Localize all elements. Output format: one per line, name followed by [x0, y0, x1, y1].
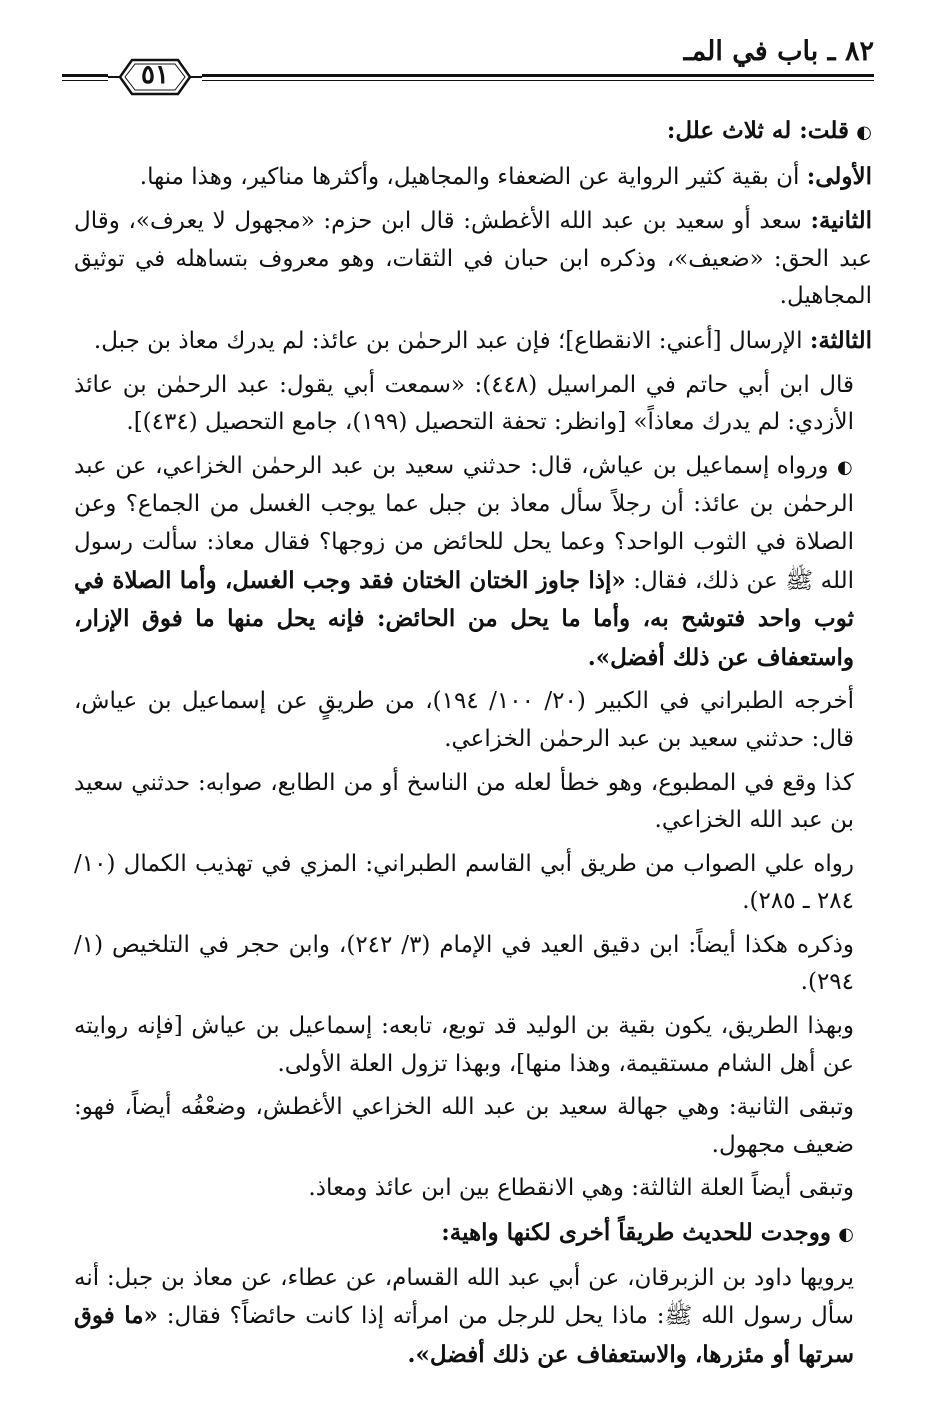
paragraph: قال ابن أبي حاتم في المراسيل (٤٤٨): «سمعت أبي يقول: عبد الرحمٰن بن عائذ الأزدي: لم يدرك معاذاً» [وانظر: تحفة التحصيل (١٩٩)، جامع التحصيل (٤٣٤)]. [74, 371, 854, 436]
section-heading [74, 112, 872, 152]
header-rule [62, 74, 108, 77]
paragraph [74, 202, 872, 316]
paragraph: وبهذا الطريق، يكون بقية بن الوليد قد توبع، تابعه: إسماعيل بن عياش [فإنه روايته عن أهل الشام مستقيمة، وهذا منها]، وبهذا تزول العلة الأولى. [74, 1013, 854, 1077]
section-heading [74, 1214, 872, 1254]
circle-marker-icon: ◐ [838, 1224, 854, 1246]
paragraph-text: أن بقية كثير الرواية عن الضعفاء والمجاهيل، وأكثرها مناكير، وهذا منها. [139, 163, 800, 190]
paragraph-label: الثانية: [810, 207, 872, 235]
page-header [62, 30, 874, 120]
paragraph-label: الأولى: [806, 162, 872, 190]
hadith-text: «إذا جاوز الختان الختان فقد وجب الغسل، وأما الصلاة في ثوب واحد فتوشح به، وأما ما يحل من الحائض: فإنه يحل منها ما فوق الإزار، واستعفاف عن ذلك أفضل». [74, 566, 854, 671]
page-number: ٥١ [141, 60, 169, 90]
paragraph-text: سعد أو سعيد بن عبد الله الأغطش: قال ابن حزم: «مجهول لا يعرف»، وقال عبد الحق: «ضعيف»، وذكره ابن حبان في الثقات، وهو معروف بتساهله في توثيق المجاهيل. [74, 208, 872, 310]
heading-text: ووجدت للحديث طريقاً أخرى لكنها واهية: [441, 1219, 831, 1247]
paragraph [74, 158, 872, 197]
paragraph: وذكره هكذا أيضاً: ابن دقيق العيد في الإمام (٣/ ٢٤٢)، وابن حجر في التلخيص (١/ ٢٩٤). [74, 931, 854, 996]
header-rule [62, 80, 108, 81]
page-number-badge [106, 56, 204, 98]
circle-marker-icon: ◐ [837, 456, 855, 478]
hadith-narration [74, 448, 872, 678]
paragraph: وتبقى أيضاً العلة الثالثة: وهي الانقطاع بين ابن عائذ ومعاذ. [308, 1175, 854, 1202]
paragraph-label: الثالثة: [809, 326, 872, 354]
page-body [74, 112, 872, 1380]
circle-marker-icon: ◐ [856, 122, 872, 143]
paragraph: وتبقى الثانية: وهي جهالة سعيد بن عبد الله الخزاعي الأغطش، وضعْفُه أيضاً، فهو: ضعيف مجهول. [74, 1094, 854, 1158]
hadith-narration [74, 1260, 872, 1375]
header-rule [202, 80, 874, 81]
paragraph [74, 322, 872, 361]
hadith-text: «ما فوق سرتها أو مئزرها، والاستعفاف عن ذلك أفضل». [74, 1302, 854, 1368]
paragraph-text: الإرسال [أعني: الانقطاع]؛ فإن عبد الرحمٰن بن عائذ: لم يدرك معاذ بن جبل. [93, 327, 803, 354]
heading-text: قلت: له ثلاث علل: [666, 117, 849, 144]
paragraph: رواه علي الصواب من طريق أبي القاسم الطبراني: المزي في تهذيب الكمال (١٠/ ٢٨٤ ـ ٢٨٥). [74, 850, 854, 915]
paragraph: كذا وقع في المطبوع، وهو خطأ لعله من الناسخ أو من الطابع، صوابه: حدثني سعيد بن عبد الله الخزاعي. [74, 769, 854, 834]
paragraph: أخرجه الطبراني في الكبير (٢٠/ ١٠٠/ ١٩٤)، من طريقٍ عن إسماعيل بن عياش، قال: حدثني سعيد بن عبد الرحمٰن الخزاعي. [74, 688, 855, 752]
narration-text: يرويها داود بن الزبرقان، عن أبي عبد الله القسام، عن عطاء، عن معاذ بن جبل: أنه سأل رسول الله ﷺ: ماذا يحل للرجل من امرأته إذا كانت حائضاً؟ فقال: [74, 1264, 854, 1330]
header-rule [202, 74, 874, 77]
narration-text: ورواه إسماعيل بن عياش، قال: حدثني سعيد بن عبد الرحمٰن الخزاعي، عن عبد الرحمٰن بن عائذ: أن رجلاً سأل معاذ بن جبل عما يوجب الغسل من الجماع؟ وعن الصلاة في الثوب الواحد؟ وعما يحل للحائض من زوجها؟ فقال معاذ: سألت رسول الله ﷺ عن ذلك، فقال: [74, 452, 854, 594]
running-title: ٨٢ ـ باب في المـ [683, 36, 874, 67]
